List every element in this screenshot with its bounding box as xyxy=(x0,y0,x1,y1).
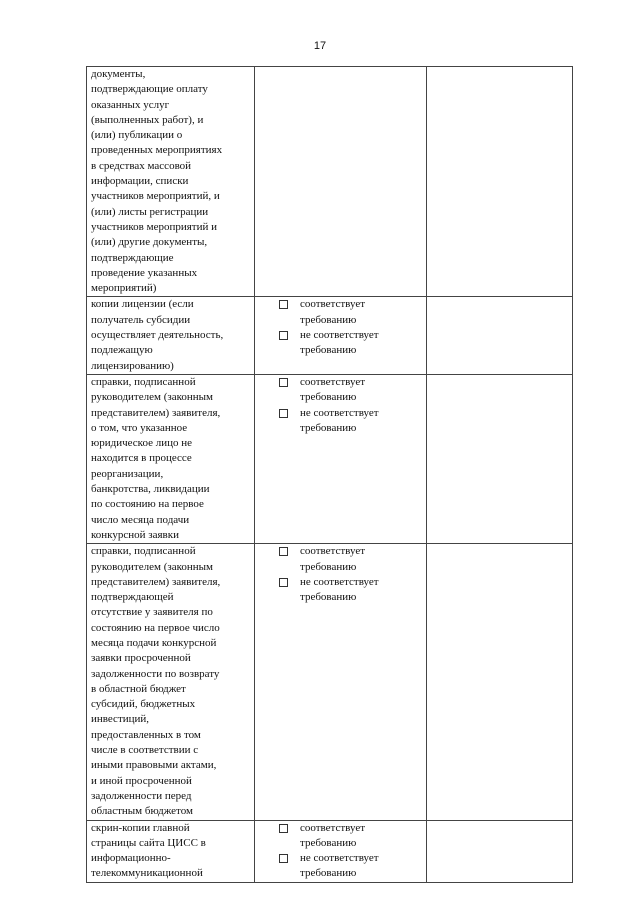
document-description: документы, подтверждающие оплату оказанных услуг (выполненных работ), и (или) публикации о проведенных мероприятиях в средствах массовой информации, списки участников мероприятий, и (или) листы регистрации участников мероприятий и (или) другие документы, подтверждающие проведение указанных мероприятий) xyxy=(91,68,223,295)
document-description: справки, подписанной руководителем (законным представителем) заявителя, о том, что указанное юридическое лицо не находится в процессе реорганизации, банкротства, ликвидации по состоянию на первое число месяца подачи конкурсной заявки xyxy=(91,375,221,541)
checkbox[interactable] xyxy=(279,300,288,309)
table-row xyxy=(87,374,573,543)
notes-cell xyxy=(427,820,573,882)
checkbox[interactable] xyxy=(279,331,288,340)
compliance-option-complies[interactable] xyxy=(255,297,426,328)
option-label: не соответствует требованию xyxy=(300,329,379,357)
notes-cell xyxy=(427,297,573,374)
table-row xyxy=(87,544,573,820)
document-cell xyxy=(87,544,255,820)
compliance-option-complies[interactable] xyxy=(255,821,426,852)
compliance-cell xyxy=(255,297,427,374)
option-label: не соответствует требованию xyxy=(300,852,379,880)
option-label: соответствует требованию xyxy=(300,375,366,404)
compliance-cell xyxy=(255,67,427,297)
document-description: скрин-копии главной страницы сайта ЦИСС в информационно- телекоммуникационной xyxy=(91,821,206,880)
option-label: соответствует требованию xyxy=(300,545,366,573)
option-label: соответствует требованию xyxy=(300,298,366,326)
checkbox[interactable] xyxy=(279,378,288,387)
checkbox[interactable] xyxy=(279,854,288,863)
table-row xyxy=(87,297,573,374)
checkbox[interactable] xyxy=(279,824,288,833)
option-label: не соответствует требованию xyxy=(300,406,379,434)
option-label: соответствует требованию xyxy=(300,821,366,849)
compliance-option-not-complies[interactable] xyxy=(255,328,426,359)
compliance-option-not-complies[interactable] xyxy=(255,851,426,882)
compliance-option-complies[interactable] xyxy=(255,375,426,406)
compliance-option-not-complies[interactable] xyxy=(255,575,426,606)
requirements-table xyxy=(86,66,573,883)
compliance-cell xyxy=(255,374,427,543)
checkbox[interactable] xyxy=(279,578,288,587)
document-cell xyxy=(87,374,255,543)
table-row xyxy=(87,820,573,882)
table-row xyxy=(87,67,573,297)
compliance-cell xyxy=(255,544,427,820)
compliance-cell xyxy=(255,820,427,882)
compliance-option-not-complies[interactable] xyxy=(255,406,426,437)
document-cell xyxy=(87,820,255,882)
document-cell xyxy=(87,67,255,297)
document-description: копии лицензии (если получатель субсидии осуществляет деятельность, подлежащую лицензированию) xyxy=(91,298,224,372)
notes-cell xyxy=(427,67,573,297)
notes-cell xyxy=(427,544,573,820)
document-cell xyxy=(87,297,255,374)
page-number: 17 xyxy=(313,40,327,52)
notes-cell xyxy=(427,374,573,543)
checkbox[interactable] xyxy=(279,547,288,556)
compliance-option-complies[interactable] xyxy=(255,544,426,575)
checkbox[interactable] xyxy=(279,409,288,418)
document-description: справки, подписанной руководителем (законным представителем) заявителя, подтверждающей отсутствие у заявителя по состоянию на первое число месяца подачи конкурсной заявки просроченной задолженности по возврату в областной бюджет субсидий, бюджетных инвестиций, предоставленных в том числе в соответствии с иными правовыми актами, и иной просроченной задолженности перед областным бюджетом xyxy=(91,545,221,818)
option-label: не соответствует требованию xyxy=(300,575,379,604)
